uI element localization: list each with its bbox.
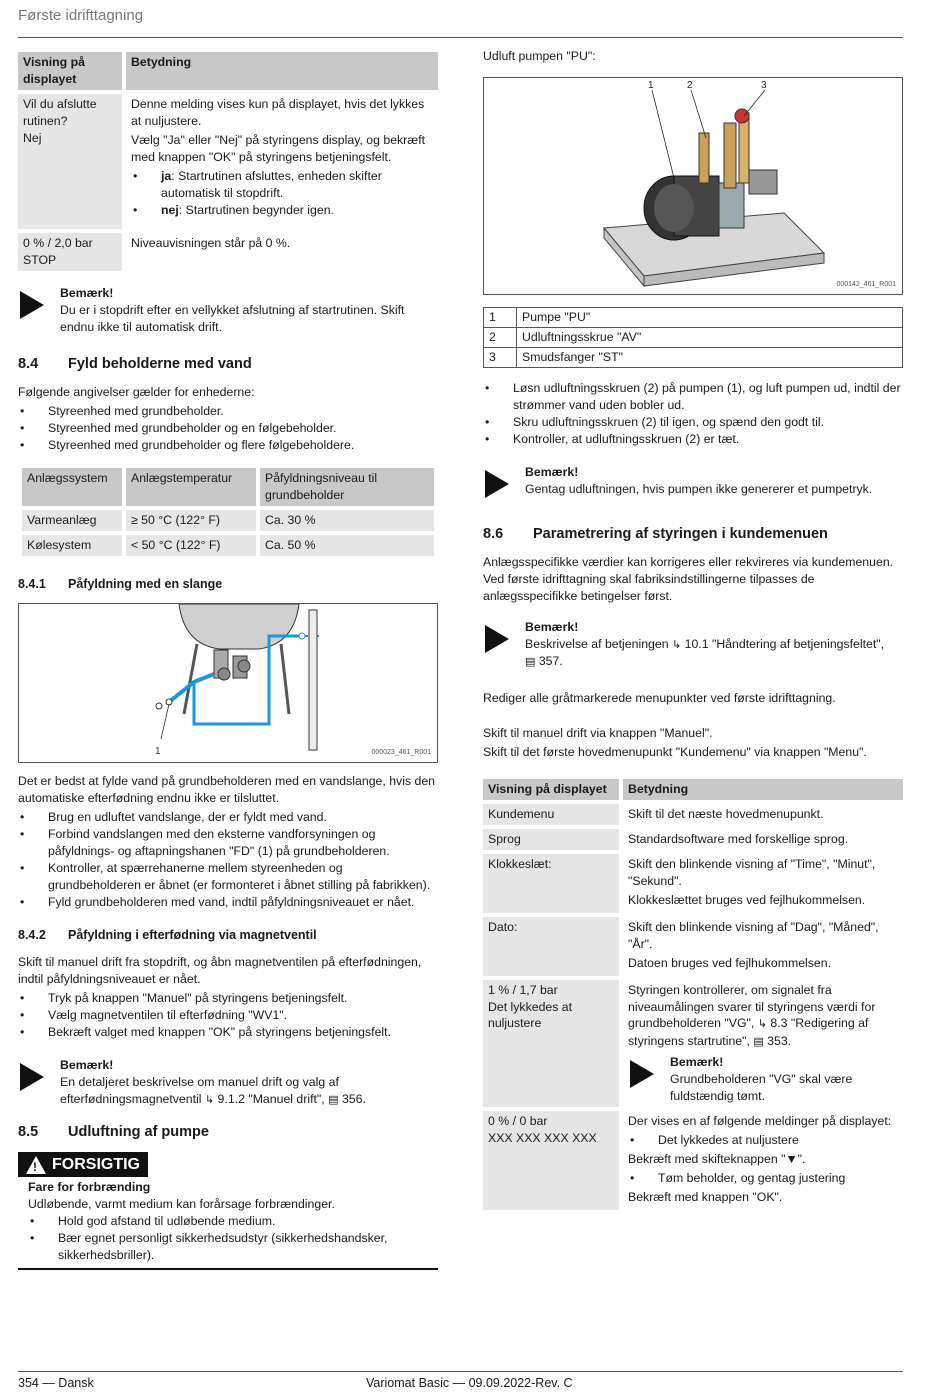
display-cell: [18, 94, 122, 229]
list-item: • Styreenhed med grundbeholder og en følgebeholder.: [18, 420, 438, 437]
cross-reference-icon: ↳: [757, 1018, 767, 1031]
table-row: [484, 347, 903, 367]
display-cell: [18, 233, 122, 271]
table-header-row: [22, 468, 434, 506]
figure-label: 1: [155, 745, 161, 757]
meaning-cell: Niveauvisningen står på 0 %.: [131, 235, 291, 250]
warning-badge: [18, 1152, 148, 1177]
note-text: [60, 1074, 438, 1108]
section-number: 8.5: [18, 1123, 39, 1140]
list-item: • Løsn udluftningsskruen (2) på pumpen (1), og luft pumpen ud, indtil der strømmer vand uden bobler ud.: [483, 380, 903, 414]
section-number: 8.6: [483, 525, 504, 542]
warning-label: FORSIGTIG: [52, 1155, 140, 1173]
arrow-icon: [485, 625, 509, 653]
cell-text: STOP: [23, 252, 57, 267]
cell-text: Bekræft med skifteknappen "▼".: [628, 1151, 806, 1166]
table-cell: Varmeanlæg: [22, 510, 122, 531]
note-box: [628, 1054, 898, 1105]
arrow-icon: [485, 470, 509, 498]
list-item: • Hold god afstand til udløbende medium.: [28, 1213, 438, 1230]
table-cell: < 50 °C (122° F): [126, 535, 256, 556]
list-item: • Bær egnet personligt sikkerhedsudstyr (sikkerhedshandsker, sikkerhedsbriller).: [28, 1230, 438, 1264]
section-heading: [483, 524, 903, 544]
cell-text: Bekræft med knappen "OK".: [628, 1189, 783, 1204]
item-text: : Startrutinen begynder igen.: [178, 202, 334, 217]
meaning-cell: [623, 854, 903, 913]
subsection-heading: [18, 576, 438, 593]
cross-reference-icon: ↳: [204, 1093, 215, 1106]
customer-menu-table: [479, 775, 907, 1214]
legend-text: Smudsfanger "ST": [517, 347, 903, 367]
table-header-row: [18, 52, 438, 90]
table-cell: ≥ 50 °C (122° F): [126, 510, 256, 531]
hose-illustration: [19, 604, 437, 762]
list-item: • Brug en udluftet vandslange, der er fyldt med vand.: [18, 809, 438, 826]
header-cell: Visning på displayet: [18, 52, 122, 90]
table-row: [484, 307, 903, 327]
list-item: • Kontroller, at udluftningsskruen (2) er tæt.: [483, 431, 903, 448]
list-item: • Styreenhed med grundbeholder.: [18, 403, 438, 420]
section-title: Påfyldning i efterfødning via magnetventil: [68, 927, 317, 942]
bullet-list: [628, 1170, 898, 1187]
page-footer: [18, 1371, 903, 1392]
note-box: [18, 285, 438, 336]
cell-text: Nej: [23, 130, 42, 145]
list-item: • Forbind vandslangen med den eksterne vandforsyningen og påfyldnings- og aftapningshanen "FD" (1) på grundbeholderen.: [18, 826, 438, 860]
section-number: 8.4.2: [18, 927, 46, 942]
bullet-list: [483, 380, 903, 448]
display-cell: [483, 980, 619, 1107]
table-row: [483, 1111, 903, 1210]
table-row: [483, 980, 903, 1107]
header-cell: Anlægstemperatur: [126, 468, 256, 506]
cross-reference[interactable]: 10.1 "Håndtering af betjeningsfeltet",: [681, 636, 885, 651]
meaning-cell: [623, 917, 903, 976]
table-row: [484, 327, 903, 347]
note-title: Bemærk!: [525, 619, 579, 634]
footer-page-number: 354 — Dansk: [18, 1376, 94, 1390]
note-box: [18, 1057, 438, 1108]
figure-label-3: 3: [761, 79, 767, 91]
display-cell: Klokkeslæt:: [483, 854, 619, 913]
subsection-heading: [18, 927, 438, 944]
table-cell: Kølesystem: [22, 535, 122, 556]
bullet-list: [18, 809, 438, 911]
meaning-cell: [623, 1111, 903, 1210]
pump-illustration: [484, 78, 902, 294]
figure-legend-table: [483, 307, 903, 368]
hose-filling-figure: [18, 603, 438, 763]
section-title: Parametrering af styringen i kundemenuen: [533, 525, 828, 542]
list-item: • Vælg magnetventilen til efterfødning "WV1".: [18, 1007, 438, 1024]
paragraph: Skift til manuel drift via knappen "Manuel".: [483, 725, 713, 740]
paragraph: Rediger alle gråtmarkerede menupunkter ved første idrifttagning.: [483, 690, 836, 705]
warning-title: Fare for forbrænding: [28, 1179, 151, 1194]
cell-text: Skift den blinkende visning af "Dag", "Måned", "År".: [628, 919, 879, 951]
legend-text: Udluftningsskrue "AV": [517, 327, 903, 347]
page-header: [18, 6, 903, 38]
display-cell: Kundemenu: [483, 804, 619, 825]
section-heading: [18, 354, 438, 374]
cell-text: Vil du afslutte rutinen?: [23, 96, 97, 128]
note-title: Bemærk!: [525, 464, 579, 479]
meaning-cell: [623, 980, 903, 1107]
bold-term: ja: [161, 168, 172, 183]
warning-text: Udløbende, varmt medium kan forårsage forbrændinger.: [28, 1196, 335, 1211]
display-cell: [483, 1111, 619, 1210]
cell-text: [628, 982, 898, 1050]
warning-body: [18, 1179, 438, 1264]
cross-reference[interactable]: 8.3 "Redigering af styringens startrutine",: [628, 1016, 869, 1048]
cell-text: Vælg "Ja" eller "Nej" på styringens display, og bekræft med knappen "OK" på styringens betjeningsfelt.: [131, 132, 426, 164]
note-text-part: En detaljeret beskrivelse om manuel drift og valg af efterfødningsmagnetventil: [60, 1074, 339, 1106]
pump-figure: [483, 77, 903, 295]
note-text: Gentag udluftningen, hvis pumpen ikke genererer et pumpetryk.: [525, 481, 873, 496]
list-item: • Fyld grundbeholderen med vand, indtil påfyldningsniveauet er nået.: [18, 894, 438, 911]
paragraph: Anlægsspecifikke værdier kan korrigeres eller rekvireres via kundemenuen. Ved første idrifttagning skal fabriksindstillingerne tilpasses de anlægsspecifikke betingelser først.: [483, 554, 894, 603]
cell-text: 0 % / 0 bar: [488, 1113, 548, 1128]
header-cell: Påfyldningsniveau til grundbeholder: [260, 468, 434, 506]
cell-text: Datoen bruges ved fejlhukommelsen.: [628, 955, 832, 970]
page-icon: ▤: [525, 655, 536, 668]
meaning-cell: Skift til det næste hovedmenupunkt.: [628, 806, 824, 821]
right-column: [483, 48, 903, 1214]
paragraph: Skift til det første hovedmenupunkt "Kundemenu" via knappen "Menu".: [483, 744, 867, 759]
section-title: Påfyldning med en slange: [68, 576, 223, 591]
legend-text: Pumpe "PU": [517, 307, 903, 327]
cell-text: Der vises en af følgende meldinger på displayet:: [628, 1113, 892, 1128]
list-item: • Tryk på knappen "Manuel" på styringens betjeningsfelt.: [18, 990, 438, 1007]
cell-text: XXX XXX XXX XXX: [488, 1130, 597, 1145]
table-row: [18, 233, 438, 271]
header-cell: Anlægssystem: [22, 468, 122, 506]
display-table-1: [14, 48, 442, 275]
paragraph: Skift til manuel drift fra stopdrift, og åbn magnetventilen på efterfødningen, indtil påfyldningsniveauet er nået.: [18, 954, 422, 986]
warning-icon: !: [26, 1156, 46, 1174]
note-title: Bemærk!: [670, 1054, 724, 1069]
page-icon: ▤: [328, 1093, 339, 1106]
list-item: [131, 168, 433, 202]
paragraph: Det er bedst at fylde vand på grundbeholderen med en vandslange, hvis den automatiske efterfødning endnu ikke er tilsluttet.: [18, 773, 436, 805]
bullet-list: [131, 168, 433, 219]
arrow-icon: [20, 1063, 44, 1091]
page-reference[interactable]: 356.: [338, 1091, 366, 1106]
meaning-cell: Standardsoftware med forskellige sprog.: [628, 831, 849, 846]
paragraph: Udluft pumpen "PU":: [483, 49, 596, 63]
page-reference[interactable]: 353.: [763, 1033, 792, 1048]
list-item: • Det lykkedes at nuljustere: [628, 1132, 898, 1149]
display-cell: Dato:: [483, 917, 619, 976]
table-cell: Ca. 30 %: [260, 510, 434, 531]
header-cell: Visning på displayet: [483, 779, 619, 800]
list-item: • Bekræft valget med knappen "OK" på styringens betjeningsfelt.: [18, 1024, 438, 1041]
section-number: 8.4: [18, 355, 39, 372]
cross-reference-icon: ↳: [671, 638, 682, 651]
header-title: Første idrifttagning: [18, 7, 144, 24]
cell-text: 1 % / 1,7 bar: [488, 982, 558, 997]
table-row: [483, 854, 903, 913]
table-row: [18, 94, 438, 229]
note-box: [483, 464, 903, 498]
list-item: • Skru udluftningsskruen (2) til igen, og spænd den godt til.: [483, 414, 903, 431]
header-cell: Betydning: [623, 779, 903, 800]
cell-text-part: Styringen kontrollerer, om signalet fra niveaumålingen svarer til styringens værdi for grundbeholderen "VG",: [628, 982, 876, 1031]
header-cell: Betydning: [126, 52, 438, 90]
note-text: Grundbeholderen "VG" skal være fuldstændig tømt.: [670, 1071, 853, 1103]
paragraph: Følgende angivelser gælder for enhederne:: [18, 384, 255, 399]
figure-label-2: 2: [687, 79, 693, 91]
item-text: : Startrutinen afsluttes, enheden skifter automatisk til stopdrift.: [161, 168, 382, 200]
note-text-part: Beskrivelse af betjeningen: [525, 636, 669, 651]
table-row: [483, 917, 903, 976]
note-text: [525, 636, 903, 670]
arrow-icon: [630, 1060, 654, 1088]
page-reference[interactable]: 357.: [535, 653, 563, 668]
legend-number: 2: [484, 327, 517, 347]
cell-text: Skift den blinkende visning af "Time", "Minut", "Sekund".: [628, 856, 876, 888]
bullet-list: [18, 990, 438, 1041]
list-item: • Tøm beholder, og gentag justering: [628, 1170, 898, 1187]
note-text: Du er i stopdrift efter en vellykket afslutning af startrutinen. Skift endnu ikke til automatisk drift.: [60, 302, 405, 334]
arrow-icon: [20, 291, 44, 319]
figure-code: 000023_461_R001: [371, 749, 431, 757]
figure-label-1: 1: [648, 79, 654, 91]
fill-level-table: [18, 464, 438, 560]
warning-box: [18, 1152, 438, 1270]
meaning-cell: [126, 94, 438, 229]
cell-text: 0 % / 2,0 bar: [23, 235, 93, 250]
table-row: [22, 510, 434, 531]
figure-code: 000142_461_R001: [836, 281, 896, 289]
bullet-list: [18, 403, 438, 454]
bold-term: nej: [161, 202, 179, 217]
page-icon: ▤: [753, 1035, 764, 1048]
section-title: Fyld beholderne med vand: [68, 355, 252, 372]
list-item: • Kontroller, at spærrehanerne mellem styreenheden og grundbeholderen er åbnet (er formonteret i åbnet stilling på fabrikken).: [18, 860, 438, 894]
cross-reference[interactable]: 9.1.2 "Manuel drift",: [214, 1091, 329, 1106]
table-row: [483, 829, 903, 850]
table-row: [22, 535, 434, 556]
left-column: [18, 48, 438, 1270]
cell-text: Klokkeslættet bruges ved fejlhukommelsen.: [628, 892, 866, 907]
footer-document-title: Variomat Basic — 09.09.2022-Rev. C: [366, 1376, 573, 1390]
bullet-list: [28, 1213, 438, 1264]
cell-text: Denne melding vises kun på displayet, hvis det lykkes at nuljustere.: [131, 96, 425, 128]
table-cell: Ca. 50 %: [260, 535, 434, 556]
section-title: Udluftning af pumpe: [68, 1123, 209, 1140]
list-item: • Styreenhed med grundbeholder og flere følgebeholdere.: [18, 437, 438, 454]
section-number: 8.4.1: [18, 576, 46, 591]
table-row: [483, 804, 903, 825]
note-title: Bemærk!: [60, 285, 114, 300]
cell-text: Det lykkedes at nuljustere: [488, 999, 573, 1031]
table-header-row: [483, 779, 903, 800]
section-heading: [18, 1122, 438, 1142]
legend-number: 1: [484, 307, 517, 327]
note-box: [483, 619, 903, 670]
display-cell: Sprog: [483, 829, 619, 850]
bullet-list: [628, 1132, 898, 1149]
note-title: Bemærk!: [60, 1057, 114, 1072]
legend-number: 3: [484, 347, 517, 367]
list-item: [131, 202, 433, 219]
